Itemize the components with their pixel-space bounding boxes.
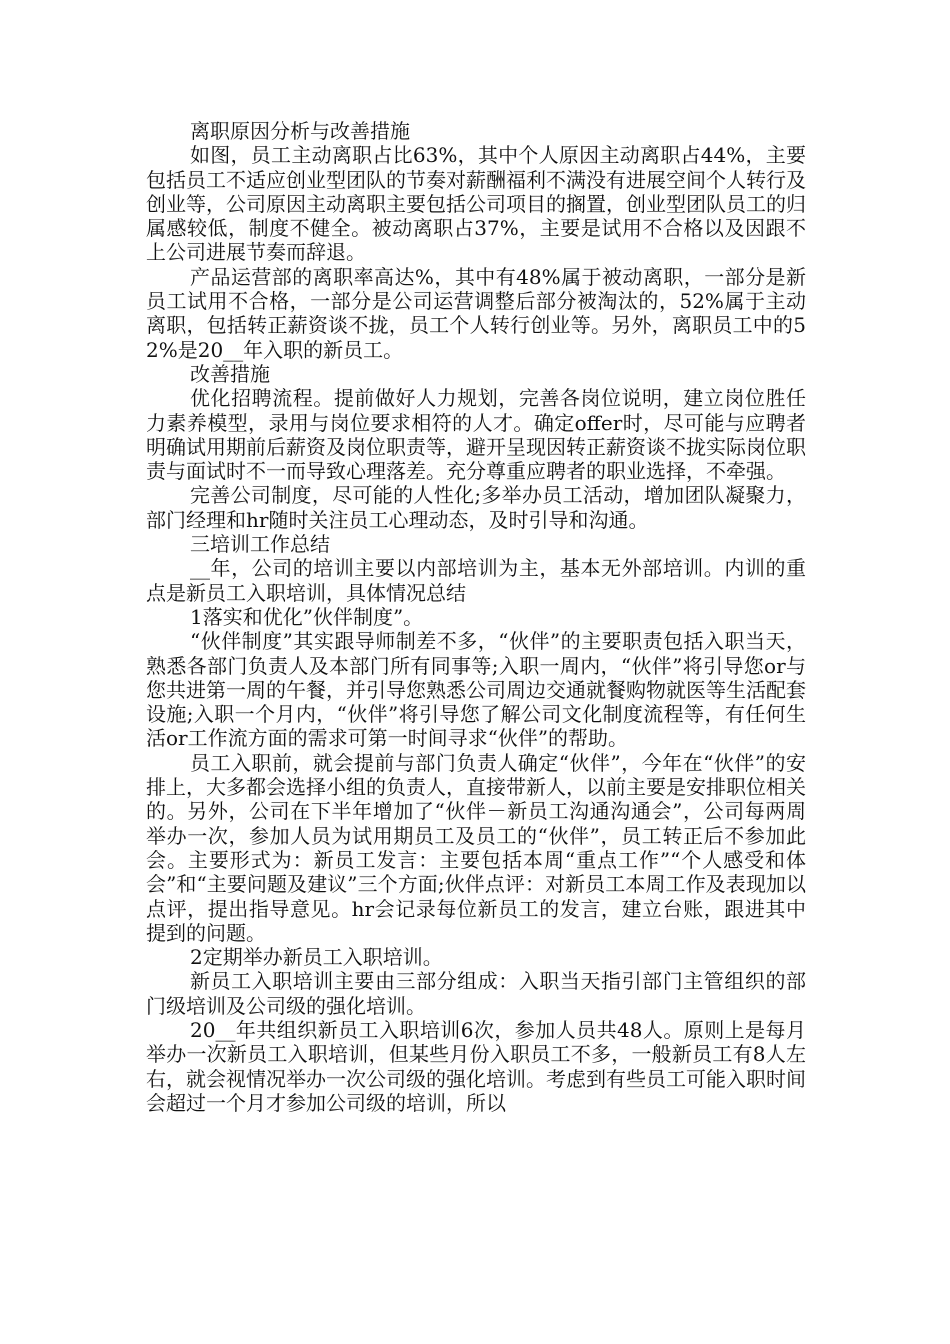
- paragraph-turnover-ratio: 如图，员工主动离职占比63%，其中个人原因主动离职占44%，主要包括员工不适应创业型团队的节奏对薪酬福利不满没有进展空间个人转行及创业等，公司原因主动离职主要包括公司项目的搁置，创业型团队员工的归属感较低，制度不健全。被动离职占37%，主要是试用不合格以及因跟不上公司进展节奏而辞退。: [146, 143, 806, 265]
- paragraph-training-overview: __年，公司的培训主要以内部培训为主，基本无外部培训。内训的重点是新员工入职培训，具体情况总结: [146, 556, 806, 605]
- paragraph-buddy-duties: “伙伴制度”其实跟导师制差不多，“伙伴”的主要职责包括入职当天，熟悉各部门负责人及本部门所有同事等;入职一周内，“伙伴”将引导您or与您共进第一周的午餐，并引导您熟悉公司周边交通就餐购物就医等生活配套设施;入职一个月内，“伙伴”将引导您了解公司文化制度流程等，有任何生活or工作流方面的需求可第一时间寻求“伙伴”的帮助。: [146, 629, 806, 751]
- section-heading-training-summary: 三培训工作总结: [190, 532, 330, 557]
- subheading-buddy-system: 1落实和优化”伙伴制度”。: [190, 604, 424, 629]
- paragraph-optimize-recruitment: 优化招聘流程。提前做好人力规划，完善各岗位说明，建立岗位胜任力素养模型，录用与岗位要求相符的人才。确定offer时，尽可能与应聘者明确试用期前后薪资及岗位职责等，避开呈现因转正薪资谈不拢实际岗位职责与面试时不一而导致心理落差。充分尊重应聘者的职业选择，不牵强。: [146, 386, 806, 484]
- paragraph-product-operations-turnover: 产品运营部的离职率高达%，其中有48%属于被动离职，一部分是新员工试用不合格，一部分是公司运营调整后部分被淘汰的，52%属于主动离职，包括转正薪资谈不拢，员工个人转行创业等。另外，离职员工中的52%是20__年入职的新员工。: [146, 264, 806, 362]
- section-heading-improvement-measures: 改善措施: [190, 361, 270, 386]
- paragraph-improve-company-system: 完善公司制度，尽可能的人性化;多举办员工活动，增加团队凝聚力，部门经理和hr随时关注员工心理动态，及时引导和沟通。: [146, 483, 806, 532]
- paragraph-buddy-arrangement: 员工入职前，就会提前与部门负责人确定“伙伴”，今年在“伙伴”的安排上，大多都会选择小组的负责人，直接带新人，以前主要是安排职位相关的。另外，公司在下半年增加了“伙伴－新员工沟通沟通会”，公司每两周举办一次，参加人员为试用期员工及员工的“伙伴”，员工转正后不参加此会。主要形式为：新员工发言：主要包括本周“重点工作”“个人感受和体会”和“主要问题及建议”三个方面;伙伴点评：对新员工本周工作及表现加以点评，提出指导意见。hr会记录每位新员工的发言，建立台账，跟进其中提到的问题。: [146, 750, 806, 945]
- paragraph-onboarding-components: 新员工入职培训主要由三部分组成：入职当天指引部门主管组织的部门级培训及公司级的强化培训。: [146, 969, 806, 1018]
- section-heading-turnover-analysis: 离职原因分析与改善措施: [190, 119, 410, 143]
- subheading-onboarding-training: 2定期举办新员工入职培训。: [190, 945, 443, 970]
- document-body: [146, 119, 806, 1115]
- paragraph-onboarding-statistics: 20__年共组织新员工入职培训6次，参加人员共48人。原则上是每月举办一次新员工入职培训，但某些月份入职员工不多，一般新员工有8人左右，就会视情况举办一次公司级的强化培训。考虑到有些员工可能入职时间会超过一个月才参加公司级的培训，所以: [146, 1017, 806, 1115]
